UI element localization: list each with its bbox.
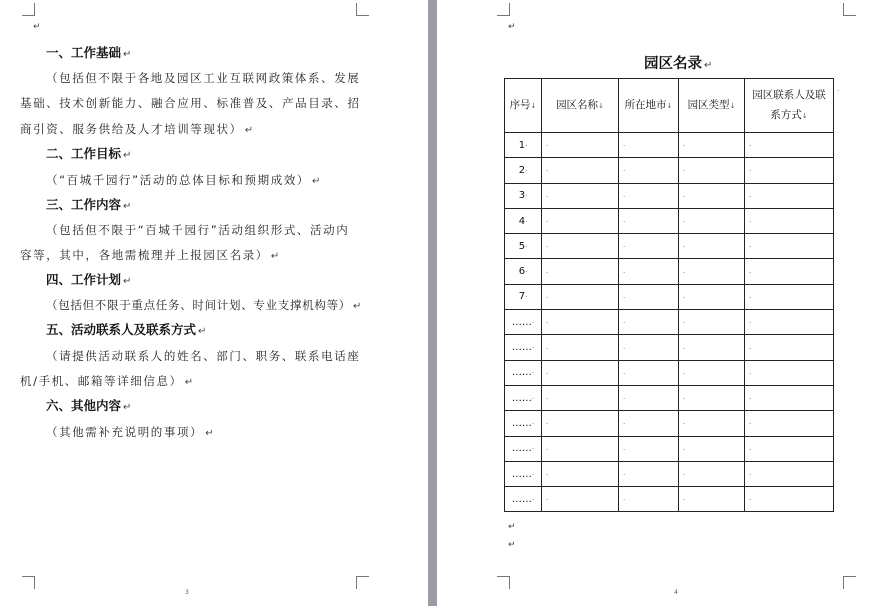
body-text-line: 机/手机、邮箱等详细信息） ↵ [20, 374, 195, 388]
empty-cell[interactable]: · [619, 335, 679, 360]
empty-cell[interactable]: · [619, 208, 679, 233]
header-cell: 园区名称↓ [542, 79, 619, 133]
empty-cell[interactable]: · [679, 385, 745, 410]
crop-mark [497, 3, 510, 16]
empty-cell[interactable]: · [679, 183, 745, 208]
table-row [505, 310, 834, 335]
body-text-line: 商引资、服务供给及人才培训等现状） ↵ [20, 122, 255, 136]
table-row [505, 335, 834, 360]
crop-mark [843, 3, 856, 16]
empty-cell[interactable]: · [679, 436, 745, 461]
empty-cell[interactable]: · [745, 487, 834, 512]
empty-cell[interactable]: · [619, 133, 679, 158]
empty-cell[interactable]: · [745, 158, 834, 183]
empty-cell[interactable]: · [745, 385, 834, 410]
empty-cell[interactable]: · [619, 183, 679, 208]
empty-cell[interactable]: · [745, 461, 834, 486]
section-heading: 三、工作内容 ↵ [46, 197, 132, 212]
empty-cell[interactable]: · [679, 284, 745, 309]
section-heading: 四、工作计划 ↵ [46, 272, 132, 287]
table-row [505, 183, 834, 208]
row-end-mark: · [837, 87, 840, 95]
empty-cell[interactable]: · [542, 436, 619, 461]
header-cell: 所在地市↓ [619, 79, 679, 133]
empty-cell[interactable]: · [745, 259, 834, 284]
body-text-line: （包括但不限于重点任务、时间计划、专业支撑机构等） ↵ [46, 298, 363, 312]
table-row [505, 360, 834, 385]
crop-mark [356, 3, 369, 16]
empty-cell[interactable]: · [619, 385, 679, 410]
empty-cell[interactable]: · [679, 411, 745, 436]
row-number-cell: ……· [505, 436, 542, 461]
empty-cell[interactable]: · [619, 234, 679, 259]
page-number: 4 [674, 589, 678, 596]
row-number-cell: 2· [505, 158, 542, 183]
empty-cell[interactable]: · [679, 487, 745, 512]
table-title: 园区名录 ↵ [644, 56, 713, 72]
row-number-cell: 4· [505, 208, 542, 233]
empty-cell[interactable]: · [745, 133, 834, 158]
row-number-cell: ……· [505, 487, 542, 512]
section-heading: 二、工作目标 ↵ [46, 146, 132, 161]
table-row [505, 158, 834, 183]
empty-cell[interactable]: · [542, 411, 619, 436]
empty-cell[interactable]: · [542, 487, 619, 512]
empty-cell[interactable]: · [542, 310, 619, 335]
section-heading: 六、其他内容 ↵ [46, 398, 132, 413]
empty-cell[interactable]: · [619, 487, 679, 512]
table-row [505, 259, 834, 284]
empty-cell[interactable]: · [619, 310, 679, 335]
body-text-line: （“百城千园行”活动的总体目标和预期成效） ↵ [46, 173, 322, 187]
empty-cell[interactable]: · [619, 259, 679, 284]
empty-cell[interactable]: · [619, 411, 679, 436]
empty-cell[interactable]: · [679, 335, 745, 360]
empty-cell[interactable]: · [745, 360, 834, 385]
header-cell: 园区联系人及联系方式↓ [745, 79, 834, 133]
row-number-cell: 3· [505, 183, 542, 208]
table-row [505, 234, 834, 259]
empty-cell[interactable]: · [745, 310, 834, 335]
crop-mark [22, 3, 35, 16]
empty-cell[interactable]: · [542, 335, 619, 360]
body-text-line: 基础、技术创新能力、融合应用、标准普及、产品目录、招 [20, 96, 361, 110]
row-number-cell: ……· [505, 310, 542, 335]
document-page-left [0, 0, 428, 606]
empty-cell[interactable]: · [542, 461, 619, 486]
empty-cell[interactable]: · [679, 133, 745, 158]
row-number-cell: ……· [505, 385, 542, 410]
paragraph-mark: ↵ [508, 540, 516, 550]
crop-mark [22, 576, 35, 589]
section-heading: 一、工作基础 ↵ [46, 45, 132, 60]
section-heading: 五、活动联系人及联系方式 ↵ [46, 322, 207, 337]
empty-cell[interactable]: · [679, 360, 745, 385]
document-page-right [437, 0, 880, 606]
header-cell: 序号↓ [505, 79, 542, 133]
empty-cell[interactable]: · [542, 234, 619, 259]
table-header-row [505, 79, 834, 133]
empty-cell[interactable]: · [619, 158, 679, 183]
empty-cell[interactable]: · [542, 284, 619, 309]
row-number-cell: ……· [505, 411, 542, 436]
table-row [505, 411, 834, 436]
body-text-line: （包括但不限于“百城千园行”活动组织形式、活动内 [46, 223, 350, 237]
empty-cell[interactable]: · [542, 259, 619, 284]
table-row [505, 436, 834, 461]
crop-mark [497, 576, 510, 589]
empty-cell[interactable]: · [745, 436, 834, 461]
empty-cell[interactable]: · [745, 284, 834, 309]
table-row [505, 208, 834, 233]
paragraph-mark: ↵ [508, 522, 516, 532]
empty-cell[interactable]: · [679, 208, 745, 233]
row-number-cell: ……· [505, 335, 542, 360]
empty-cell[interactable]: · [745, 183, 834, 208]
empty-cell[interactable]: · [745, 411, 834, 436]
body-text-line: （包括但不限于各地及园区工业互联网政策体系、发展 [46, 71, 361, 85]
body-text-line: （请提供活动联系人的姓名、部门、职务、联系电话座 [46, 349, 361, 363]
crop-mark [843, 576, 856, 589]
empty-cell[interactable]: · [542, 183, 619, 208]
empty-cell[interactable]: · [542, 133, 619, 158]
row-number-cell: 6· [505, 259, 542, 284]
empty-cell[interactable]: · [542, 158, 619, 183]
table-row [505, 385, 834, 410]
row-number-cell: 1· [505, 133, 542, 158]
row-number-cell: ……· [505, 461, 542, 486]
row-number-cell: ……· [505, 360, 542, 385]
row-number-cell: 5· [505, 234, 542, 259]
empty-cell[interactable]: · [542, 360, 619, 385]
empty-cell[interactable]: · [619, 436, 679, 461]
empty-cell[interactable]: · [542, 385, 619, 410]
empty-cell[interactable]: · [679, 461, 745, 486]
header-cell: 园区类型↓ [679, 79, 745, 133]
table-row [505, 284, 834, 309]
empty-cell[interactable]: · [745, 234, 834, 259]
empty-cell[interactable]: · [679, 234, 745, 259]
body-text-line: 容等，其中，各地需梳理并上报园区名录） ↵ [20, 248, 281, 262]
page-number: 3 [185, 589, 189, 596]
table-row [505, 487, 834, 512]
crop-mark [356, 576, 369, 589]
empty-cell[interactable]: · [679, 310, 745, 335]
park-directory-table [504, 78, 834, 512]
empty-cell[interactable]: · [619, 461, 679, 486]
page-gutter [428, 0, 437, 606]
empty-cell[interactable]: · [745, 208, 834, 233]
empty-cell[interactable]: · [619, 360, 679, 385]
empty-cell[interactable]: · [679, 158, 745, 183]
empty-cell[interactable]: · [619, 284, 679, 309]
table-row [505, 133, 834, 158]
table-row [505, 461, 834, 486]
row-number-cell: 7· [505, 284, 542, 309]
empty-cell[interactable]: · [542, 208, 619, 233]
empty-cell[interactable]: · [745, 335, 834, 360]
paragraph-mark: ↵ [33, 22, 41, 32]
body-text-line: （其他需补充说明的事项） ↵ [46, 425, 216, 439]
empty-cell[interactable]: · [679, 259, 745, 284]
paragraph-mark: ↵ [508, 22, 516, 32]
